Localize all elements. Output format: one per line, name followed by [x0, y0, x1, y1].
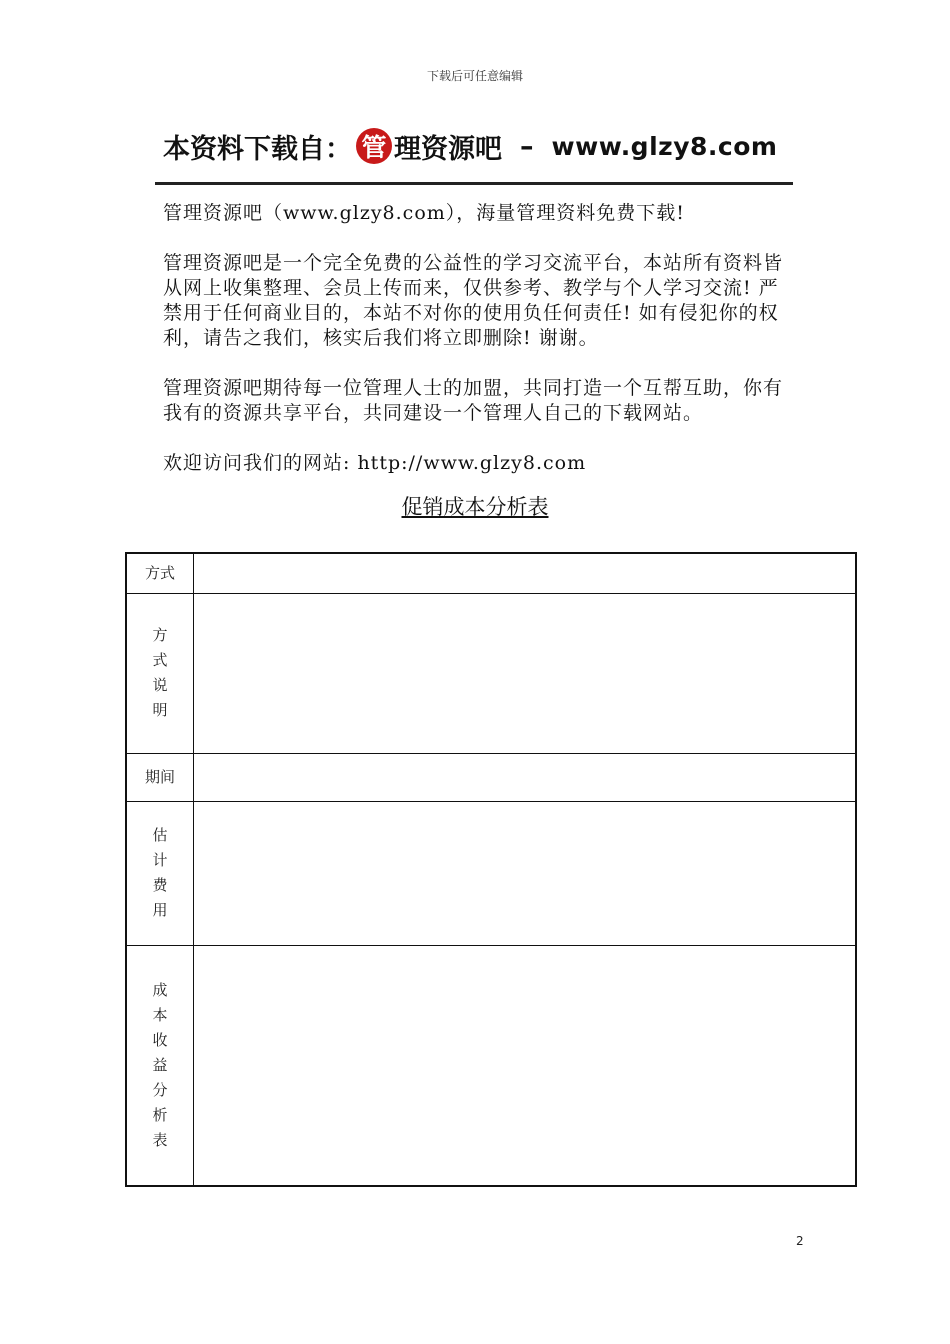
estimated-cost-value-cell[interactable]: [194, 801, 857, 945]
document-title: 促销成本分析表: [401, 495, 549, 519]
table-row: [126, 945, 856, 1186]
row-label-estimated-cost: 估计费用: [126, 801, 194, 945]
website-link-line[interactable]: 欢迎访问我们的网站: http://www.glzy8.com: [163, 452, 587, 474]
table-row: [126, 753, 856, 801]
table-row: [126, 593, 856, 753]
header-note: 下载后可任意编辑: [426, 69, 523, 83]
method-value-cell[interactable]: [194, 553, 857, 593]
banner-url[interactable]: www.glzy8.com: [551, 131, 778, 161]
intro-paragraph-2: 管理资源吧是一个完全免费的公益性的学习交流平台，本站所有资料皆从网上收集整理、会员上传而来，仅供参考、教学与个人学习交流! 严禁用于任何商业目的，本站不对你的使用负任何责任! 如有侵犯你的权利，请告之我们，核实后我们将立即删除! 谢谢。: [163, 252, 784, 349]
row-label-method-description: 方式说明: [126, 593, 194, 753]
page-number: 2: [796, 1234, 804, 1248]
banner-prefix: 本资料下载自：: [163, 133, 352, 165]
row-label-method: 方式: [126, 553, 194, 593]
banner-brand: 理资源吧: [394, 133, 502, 165]
table-row: [126, 801, 856, 945]
row-label-period: 期间: [126, 753, 194, 801]
intro-paragraph-3: 管理资源吧期待每一位管理人士的加盟，共同打造一个互帮互助，你有我有的资源共享平台，共同建设一个管理人自己的下载网站。: [163, 377, 784, 424]
promotion-cost-table: [125, 552, 857, 1187]
table-row: [126, 553, 856, 593]
site-banner: [163, 128, 777, 164]
cost-benefit-value-cell[interactable]: [194, 945, 857, 1186]
row-label-cost-benefit: 成本收益分析表: [126, 945, 194, 1186]
banner-dash: –: [520, 130, 534, 162]
period-value-cell[interactable]: [194, 753, 857, 801]
banner-divider: [155, 182, 793, 185]
brand-logo-icon: 管: [356, 128, 392, 164]
intro-paragraph-1: 管理资源吧（www.glzy8.com），海量管理资料免费下载!: [163, 202, 685, 224]
method-description-value-cell[interactable]: [194, 593, 857, 753]
